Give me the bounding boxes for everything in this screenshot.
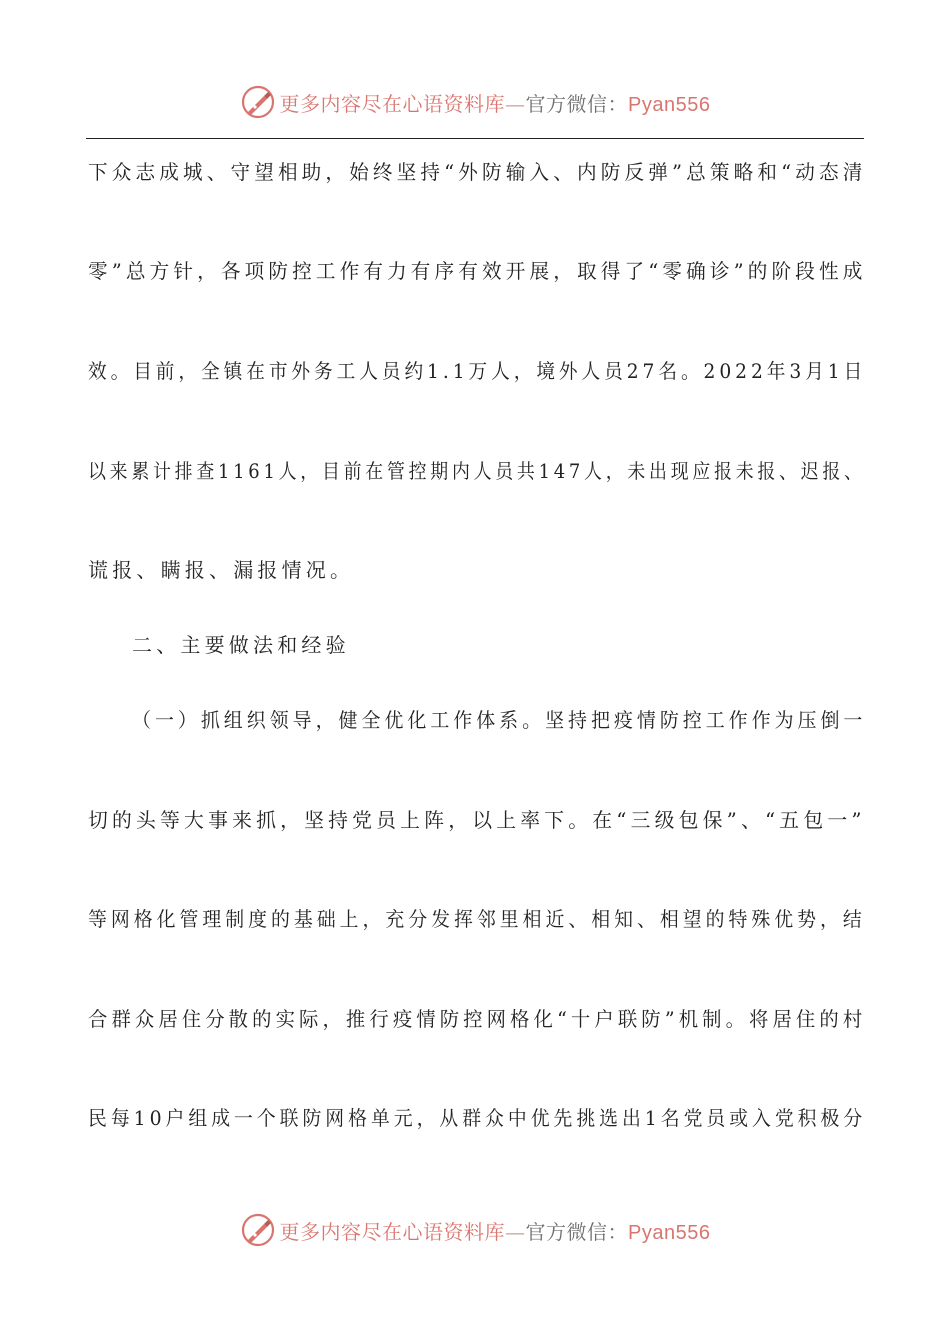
- body-line-7: （一）抓组织领导，健全优化工作体系。坚持把疫情防控工作作为压倒一: [132, 708, 867, 732]
- footer-banner-main: 更多内容尽在心语资料库: [279, 1219, 506, 1244]
- header-banner-dash: —: [505, 91, 526, 116]
- header-divider: [86, 138, 864, 139]
- body-line-11: 民每10户组成一个联防网格单元，从群众中优先挑选出1名党员或入党积极分: [88, 1106, 867, 1130]
- pen-nib-logo-icon: [240, 84, 276, 120]
- footer-banner-text: [280, 1216, 711, 1245]
- header-banner-text: [280, 88, 711, 117]
- body-line-3: 效。目前，全镇在市外务工人员约1.1万人，境外人员27名。2022年3月1日: [88, 359, 867, 383]
- footer-banner-dash: —: [505, 1219, 526, 1244]
- header-banner-wechat: 官方微信：: [525, 91, 629, 116]
- footer-banner-id: Pyan556: [628, 1221, 711, 1244]
- header-banner-id: Pyan556: [628, 93, 711, 116]
- body-line-5: 谎报、瞒报、漏报情况。: [88, 558, 355, 582]
- pen-nib-logo-icon: [240, 1212, 276, 1248]
- body-line-8: 切的头等大事来抓，坚持党员上阵，以上率下。在“三级包保”、“五包一”: [88, 808, 866, 832]
- body-line-4: 以来累计排查1161人，目前在管控期内人员共147人，未出现应报未报、迟报、: [88, 459, 866, 483]
- body-line-9: 等网格化管理制度的基础上，充分发挥邻里相近、相知、相望的特殊优势，结: [88, 907, 866, 931]
- body-line-10: 合群众居住分散的实际，推行疫情防控网格化“十户联防”机制。将居住的村: [88, 1007, 867, 1031]
- body-line-1: 下众志成城、守望相助，始终坚持“外防输入、内防反弹”总策略和“动态清: [88, 160, 867, 184]
- footer-banner-wechat: 官方微信：: [525, 1219, 629, 1244]
- footer-banner: [0, 1208, 950, 1252]
- header-banner-main: 更多内容尽在心语资料库: [279, 91, 506, 116]
- header-banner: [0, 80, 950, 124]
- body-line-2: 零”总方针，各项防控工作有力有序有效开展，取得了“零确诊”的阶段性成: [88, 259, 867, 283]
- section-heading: 二、主要做法和经验: [132, 633, 350, 657]
